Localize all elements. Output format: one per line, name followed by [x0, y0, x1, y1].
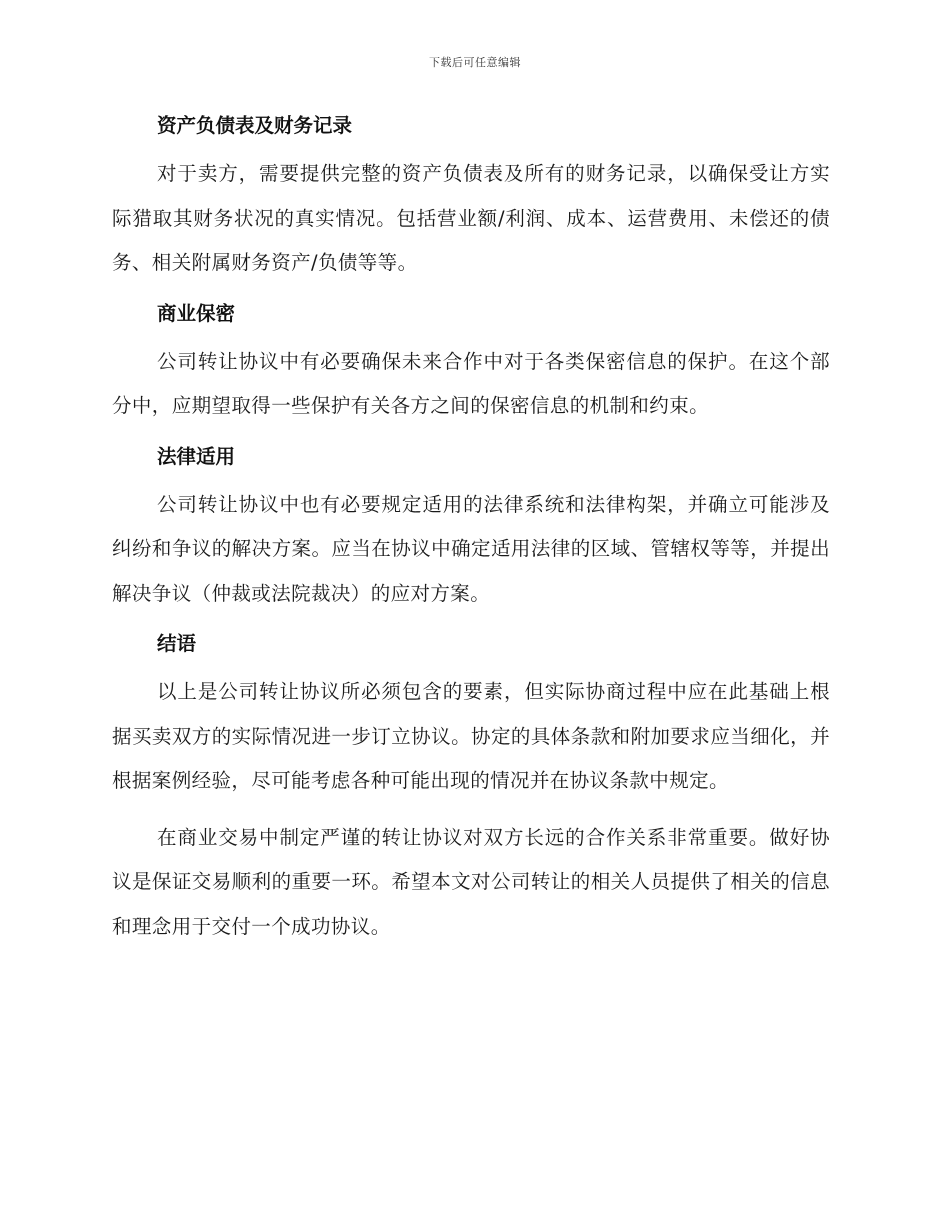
paragraph: 对于卖方，需要提供完整的资产负债表及所有的财务记录，以确保受让方实际猎取其财务状况的真实情况。包括营业额/利润、成本、运营费用、未偿还的债务、相关附属财务资产/负债等等。 [112, 162, 830, 274]
paragraph: 公司转让协议中也有必要规定适用的法律系统和法律构架，并确立可能涉及纠纷和争议的解决方案。应当在协议中确定适用法律的区域、管辖权等等，并提出解决争议（仲裁或法院裁决）的应对方案。 [112, 492, 830, 605]
section-heading: 商业保密 [157, 301, 236, 325]
document-body [112, 112, 830, 949]
paragraph: 在商业交易中制定严谨的转让协议对双方长远的合作关系非常重要。做好协议是保证交易顺利的重要一环。希望本文对公司转让的相关人员提供了相关的信息和理念用于交付一个成功协议。 [112, 825, 830, 938]
header-note: 下载后可任意编辑 [429, 56, 521, 69]
section-heading: 资产负债表及财务记录 [157, 114, 353, 137]
paragraph: 以上是公司转让协议所必须包含的要素，但实际协商过程中应在此基础上根据买卖双方的实际情况进一步订立协议。协定的具体条款和附加要求应当细化，并根据案例经验，尽可能考虑各种可能出现的情况并在协议条款中规定。 [112, 680, 830, 792]
section-conclusion [112, 630, 830, 949]
section-heading: 结语 [157, 632, 197, 655]
section-applicable-law [112, 443, 830, 631]
section-confidentiality [112, 300, 830, 443]
section-heading: 法律适用 [157, 444, 236, 468]
section-balance-sheet [112, 112, 830, 300]
paragraph: 公司转让协议中有必要确保未来合作中对于各类保密信息的保护。在这个部分中，应期望取得一些保护有关各方之间的保密信息的机制和约束。 [112, 349, 830, 417]
